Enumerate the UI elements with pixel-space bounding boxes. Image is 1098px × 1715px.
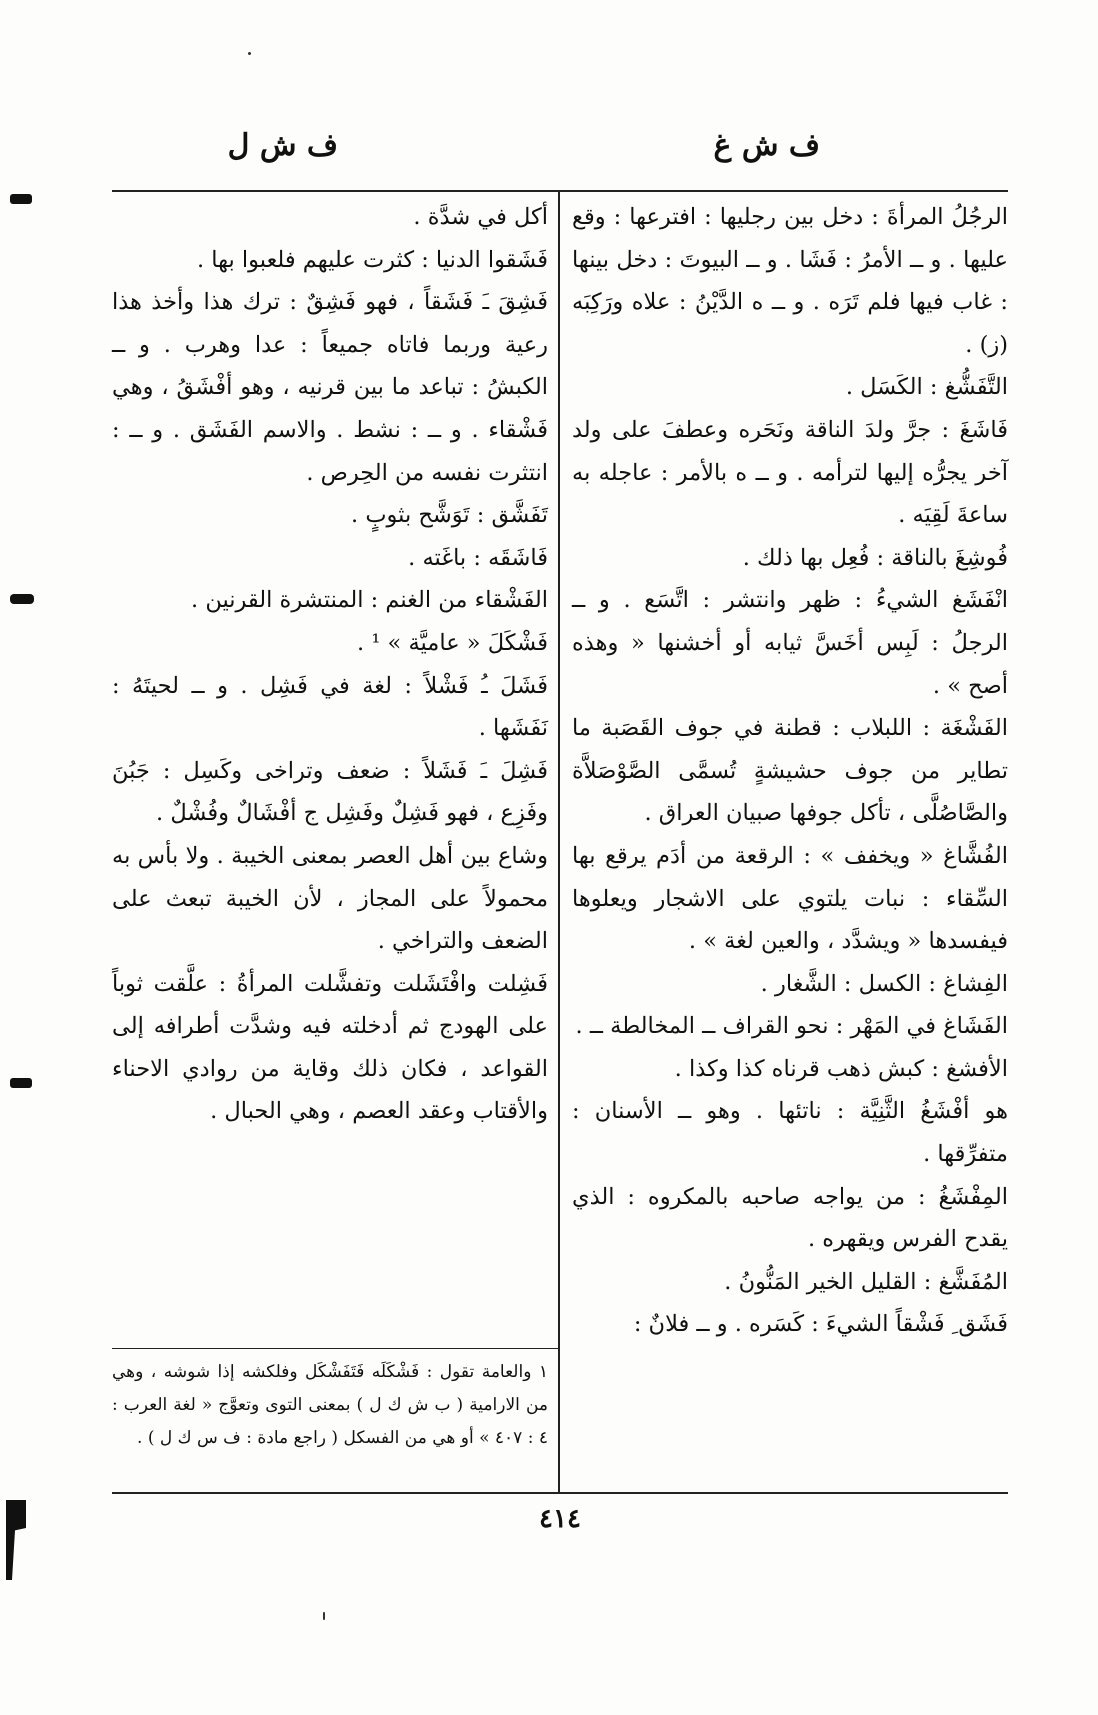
speck — [323, 1612, 325, 1620]
page-number: ٤١٤ — [539, 1504, 581, 1534]
entry-fashilat: فَشِلت وافْتَشَلت وتفشَّلت المرأةُ : علَّقت ثوباً على الهودج ثم أدخلته فيه وشدَّت أطرافه إلى القواعد ، فكان ذلك وقاية من روادي الاحناء والأقتاب وعقد العصم ، وهي الحبال . — [112, 970, 548, 1125]
right-column-root-header: ف ش غ — [713, 128, 820, 163]
entry-continuation: الرجُلُ المرأةَ : دخل بين رجليها : افترعها : وقع عليها . و ــ الأمرُ : فَشَا . و ــ البيوتَ : دخل بينها : غاب فيها فلم تَرَه . و ــ ه الدَّيْنُ : علاه ورَكِبَه (ز) . — [572, 204, 1008, 358]
footnote — [112, 1356, 548, 1455]
entry-al-fashgha: الفَشْغَة : اللبلاب : قطنة في جوف القَصَبة ما تطاير من جوف حشيشةٍ تُسمَّى الصَّوْصَلاَّة والصَّاصُلَّى ، تأكل جوفها صبيان العراق . — [572, 715, 1008, 827]
footnote-text: ١ والعامة تقول : فَشْكَلَه فَتَفَشْكَل وفلكشه إذا شوشه ، وهي من الارامية ( ب ش ك ل ) بمعنى التوى وتعوَّج « لغة العرب : ٤ : ٤٠٧ » أو هي من الفسكل ( راجع مادة : ف س ك ل ) . — [112, 1362, 548, 1448]
entry-fashila: فَشِلَ ـَ فَشَلاً : ضعف وتراخى وكَسِل : جَبُنَ وفَزِع ، فهو فَشِلٌ وفَشِل ج أفْشَالٌ وفُشْلٌ . — [112, 757, 548, 827]
entry-al-mufashshagh: المُفَشَّغ : القليل الخير المَنُّونُ . — [724, 1268, 1008, 1295]
entry-fushigha: فُوشِغَ بالناقة : فُعِل بها ذلك . — [742, 544, 1008, 571]
entry-al-fishagh: الفِشاغ : الكسل : الشَّغار . — [760, 970, 1008, 997]
entry-al-afshagh: الأفشغ : كبش ذهب قرناه كذا وكذا . — [674, 1055, 1008, 1082]
entry-afshagh-al-thaniyya: هو أفْشَغُ الثَّنِيَّة : ناتئها . وهو ــ الأسنان : متفرِّقها . — [572, 1098, 1008, 1168]
entry-continuation: أكل في شدَّة . — [413, 204, 548, 230]
speck — [248, 52, 251, 55]
left-column — [112, 196, 548, 1316]
top-rule — [112, 190, 1008, 192]
bottom-rule — [112, 1492, 1008, 1494]
entry-fashaqahu: فَاشَقَه : باغَته . — [408, 544, 548, 571]
entry-fashaqu: فَشَقوا الدنيا : كثرت عليهم فلعبوا بها . — [196, 246, 548, 273]
column-divider — [558, 190, 560, 1492]
entry-al-mifshagh: المِفْشَغُ : من يواجه صاحبه بالمكروه : الذي يقدح الفرس ويقهره . — [572, 1183, 1008, 1253]
entry-tafashshaqa: تَفَشَّق : تَوَشَّح بثوبٍ . — [351, 502, 548, 529]
entry-fashkala: فَشْكَلَ « عاميَّة » ¹ . — [357, 629, 548, 656]
margin-mark — [10, 1078, 32, 1088]
entry-al-fashqa: الفَشْقاء من الغنم : المنتشرة القرنين . — [191, 587, 548, 614]
margin-mark — [10, 194, 32, 204]
right-column — [572, 196, 1008, 1346]
entry-fashala: فَشَلَ ـُ فَشْلاً : لغة في فَشِل . و ــ لحيتَهُ : نَفَشَها . — [112, 672, 548, 742]
entry-fashiqa: فَشِقَ ـَ فَشَقاً ، فهو فَشِقٌ : ترك هذا وأخذ هذا رعية وربما فاتاه جميعاً : عدا وهرب . و ــ الكبشُ : تباعد ما بين قرنيه ، وهو أفْشَقُ ، وهي فَشْقاء . و ــ : نشط . والاسم الفَشَق . و ــ : انتثرت نفسه من الحِرص . — [112, 289, 548, 486]
entry-fashila-note: وشاع بين أهل العصر بمعنى الخيبة . ولا بأس به محمولاً على المجاز ، لأن الخيبة تبعث على الضعف والتراخي . — [112, 842, 548, 955]
margin-mark — [10, 594, 34, 604]
entry-tafashshugh: التَّفَشُّغ : الكَسَل . — [845, 374, 1008, 401]
entry-al-fushshagh: الفُشَّاغ « ويخفف » : الرقعة من أدَم يرقع بها السِّقاء : نبات يلتوي على الاشجار ويعلوها فيفسدها « ويشدَّد ، والعين لغة » . — [572, 842, 1008, 955]
binding-mark — [6, 1500, 26, 1580]
footnote-rule — [112, 1348, 558, 1349]
entry-infashagha: انْفَشَغ الشيءُ : ظهر وانتشر : اتَّسَع . و ــ الرجلُ : لَبِس أخَسَّ ثيابه أو أخشنها « وهذه أصح » . — [572, 587, 1008, 699]
left-column-root-header: ف ش ل — [227, 128, 338, 163]
entry-fashagha: فَاشَغَ : جرَّ ولدَ الناقة ونَحَره وعطفَ على ولد آخر يجرُّه إليها لترأمه . و ــ ه بالأمر : عاجله به ساعةَ لَقِيَه . — [572, 416, 1008, 529]
entry-al-fashagh: الفَشَاغ في المَهْر : نحو القراف ــ المخالطة ــ . — [575, 1013, 1008, 1040]
entry-fashaqa: فَشَق ِ فَشْقاً الشيءَ : كَسَره . و ــ فلانٌ : — [633, 1311, 1008, 1338]
